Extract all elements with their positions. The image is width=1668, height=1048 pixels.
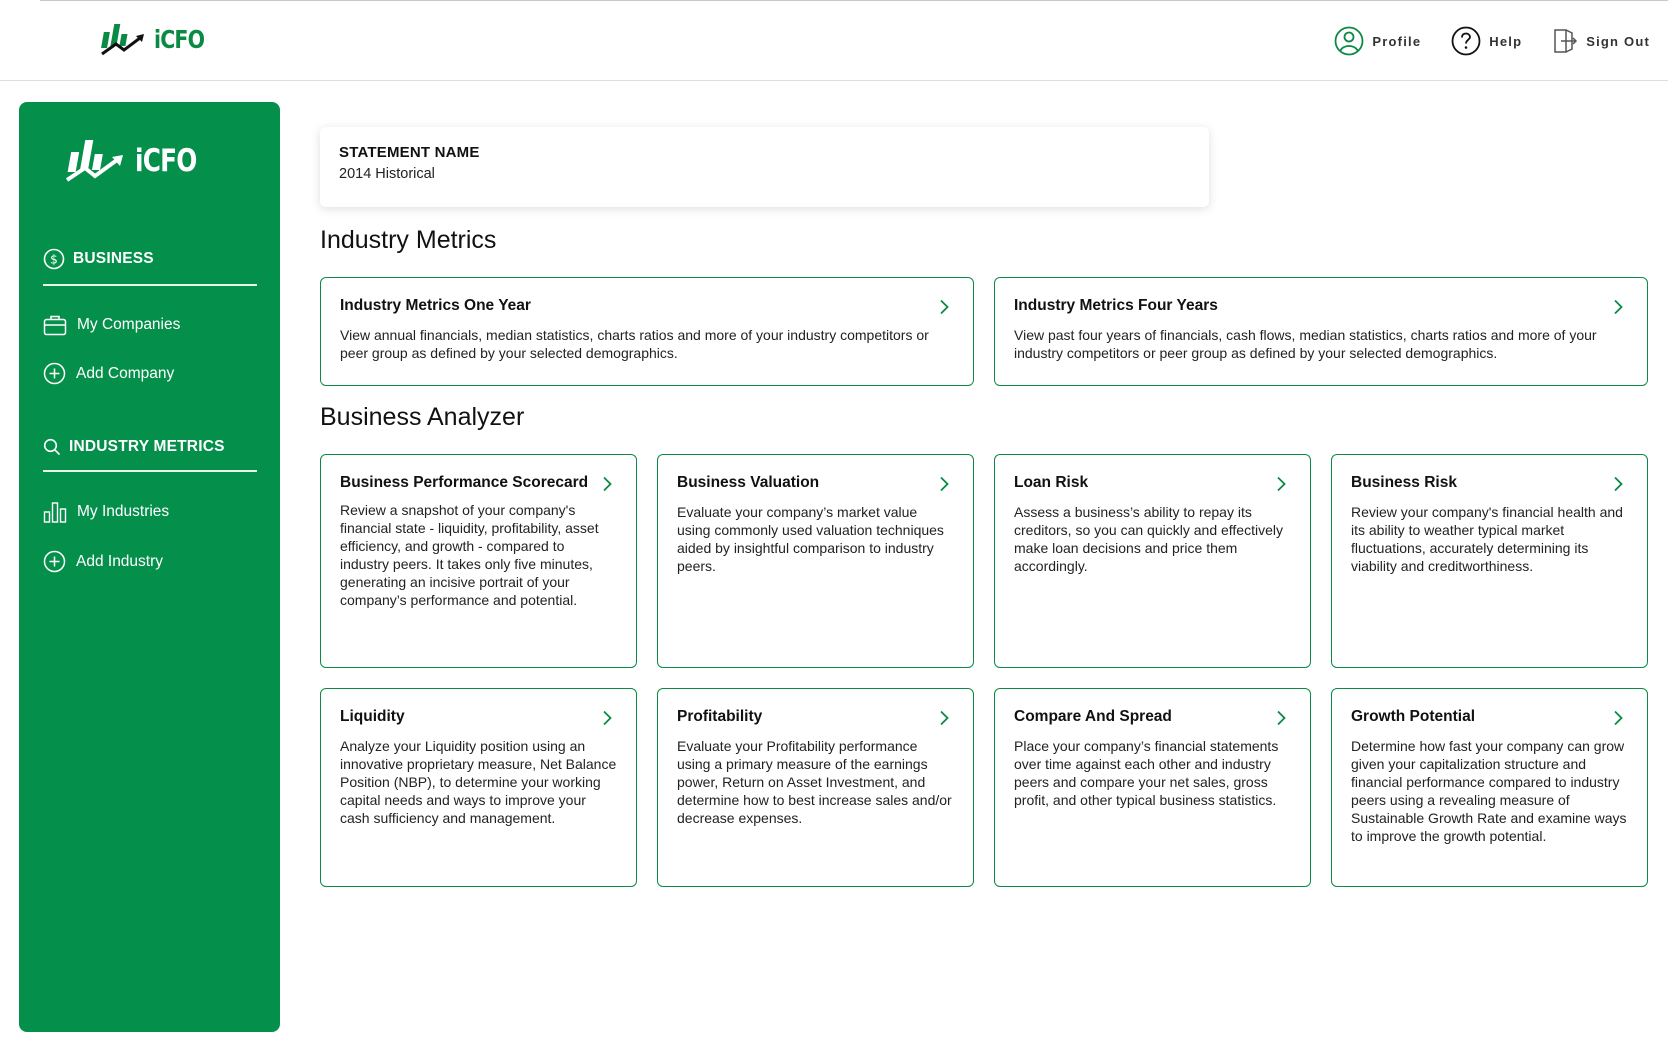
card-compare-and-spread[interactable]	[994, 688, 1311, 887]
card-profitability[interactable]	[657, 688, 974, 887]
header-logo[interactable]	[100, 20, 215, 58]
sidebar-logo[interactable]	[65, 136, 212, 186]
signout-label: Sign Out	[1586, 33, 1650, 49]
card-description: View past four years of financials, cash flows, median statistics, charts ratios and more of your industry competitors or peer group as defined by your selected demographics.	[1014, 327, 1597, 361]
card-description: Determine how fast your company can grow given your capitalization structure and financial performance compared to industry peers using a revealing measure of Sustainable Growth Rate and examine ways to improve the growth potential.	[1351, 738, 1627, 844]
card-title: Industry Metrics One Year	[340, 297, 531, 314]
chevron-right-icon	[1613, 476, 1623, 492]
card-growth-potential[interactable]	[1331, 688, 1648, 887]
card-description: Evaluate your Profitability performance using a primary measure of the earnings power, Return on Asset Investment, and determine how to best increase sales and/or decrease expenses.	[677, 738, 952, 826]
dollar-circle-icon	[43, 248, 65, 270]
card-title: Business Risk	[1351, 474, 1457, 491]
sidebar-heading-business[interactable]	[43, 248, 257, 286]
sidebar-item-my-companies[interactable]	[43, 314, 257, 336]
help-link[interactable]	[1451, 26, 1522, 56]
card-title: Growth Potential	[1351, 708, 1475, 725]
chevron-right-icon	[1613, 299, 1623, 315]
help-label: Help	[1489, 33, 1523, 49]
card-description: Assess a business’s ability to repay its creditors, so you can quickly and effectively make loan decisions and price them accordingly.	[1014, 504, 1283, 574]
industry-metrics-title: Industry Metrics	[320, 226, 497, 254]
card-title: Compare And Spread	[1014, 708, 1172, 725]
card-description: Review a snapshot of your company's financial state - liquidity, profitability, asset efficiency, and growth - compared to industry peers. It takes only five minutes, generating an incisive portrait of your company’s performance and potential.	[340, 502, 599, 608]
card-business-risk[interactable]	[1331, 454, 1648, 668]
sidebar-item-label: Add Industry	[76, 552, 164, 570]
chevron-right-icon	[939, 710, 949, 726]
card-loan-risk[interactable]	[994, 454, 1311, 668]
chevron-right-icon	[939, 299, 949, 315]
statement-card	[320, 127, 1209, 207]
card-liquidity[interactable]	[320, 688, 637, 887]
profile-label: Profile	[1372, 33, 1422, 49]
sidebar-heading-industry-metrics[interactable]	[43, 438, 257, 472]
chevron-right-icon	[939, 476, 949, 492]
briefcase-icon	[43, 314, 67, 336]
sidebar-item-label: My Companies	[77, 316, 181, 333]
profile-link[interactable]	[1334, 26, 1421, 56]
card-title: Business Performance Scorecard	[340, 474, 589, 491]
sidebar	[19, 102, 280, 1032]
sidebar-item-my-industries[interactable]	[43, 500, 257, 524]
sidebar-item-label: My Industries	[77, 503, 170, 520]
svg-text:$: $	[50, 252, 58, 267]
card-business-valuation[interactable]	[657, 454, 974, 668]
statement-value: 2014 Historical	[339, 166, 435, 182]
signout-link[interactable]	[1552, 28, 1650, 54]
statement-label: STATEMENT NAME	[339, 144, 480, 161]
card-description: View annual financials, median statistics, charts ratios and more of your industry competitors or peer group as defined by your selected demographics.	[340, 327, 929, 361]
sidebar-item-add-industry[interactable]	[43, 550, 257, 573]
help-icon	[1451, 26, 1481, 56]
card-business-performance-scorecard[interactable]	[320, 454, 637, 668]
sidebar-item-label: Add Company	[76, 364, 175, 382]
chevron-right-icon	[1613, 710, 1623, 726]
header-logo-text: iCFO	[154, 24, 205, 54]
sign-out-icon	[1552, 28, 1578, 54]
card-industry-metrics-four-years[interactable]	[994, 277, 1648, 386]
card-industry-metrics-one-year[interactable]	[320, 277, 974, 386]
card-title: Liquidity	[340, 708, 405, 725]
sidebar-item-add-company[interactable]	[43, 362, 257, 385]
plus-circle-icon	[43, 550, 66, 573]
chevron-right-icon	[602, 710, 612, 726]
card-description: Place your company’s financial statements over time against each other and industry peers and compare your net sales, gross profit, and other typical business statistics.	[1014, 738, 1279, 808]
card-description: Review your company's financial health and its ability to weather typical market fluctuations, accurately determining its viability and creditworthiness.	[1351, 504, 1623, 574]
card-title: Loan Risk	[1014, 474, 1089, 491]
search-icon	[43, 438, 61, 456]
top-header	[0, 0, 1668, 81]
chevron-right-icon	[602, 476, 612, 492]
card-title: Industry Metrics Four Years	[1014, 297, 1218, 314]
chevron-right-icon	[1276, 476, 1286, 492]
user-icon	[1334, 26, 1364, 56]
business-heading-label: BUSINESS	[73, 250, 154, 267]
logo-icon	[100, 20, 148, 58]
plus-circle-icon	[43, 362, 66, 385]
card-description: Evaluate your company’s market value using commonly used valuation techniques aided by insightful comparison to industry peers.	[677, 504, 944, 574]
industry-metrics-heading-label: INDUSTRY METRICS	[69, 438, 225, 455]
header-nav	[1334, 26, 1650, 56]
chevron-right-icon	[1276, 710, 1286, 726]
sidebar-section-industry-metrics	[43, 438, 257, 573]
sidebar-section-business	[43, 248, 257, 385]
business-analyzer-title: Business Analyzer	[320, 403, 525, 431]
sidebar-logo-text: iCFO	[135, 143, 197, 179]
bar-chart-icon	[43, 500, 67, 524]
card-title: Business Valuation	[677, 474, 820, 491]
logo-icon	[65, 136, 127, 186]
card-description: Analyze your Liquidity position using an innovative proprietary measure, Net Balance Position (NBP), to determine your working capital needs and ways to improve your cash sufficiency and management.	[340, 738, 617, 826]
card-title: Profitability	[677, 708, 763, 725]
